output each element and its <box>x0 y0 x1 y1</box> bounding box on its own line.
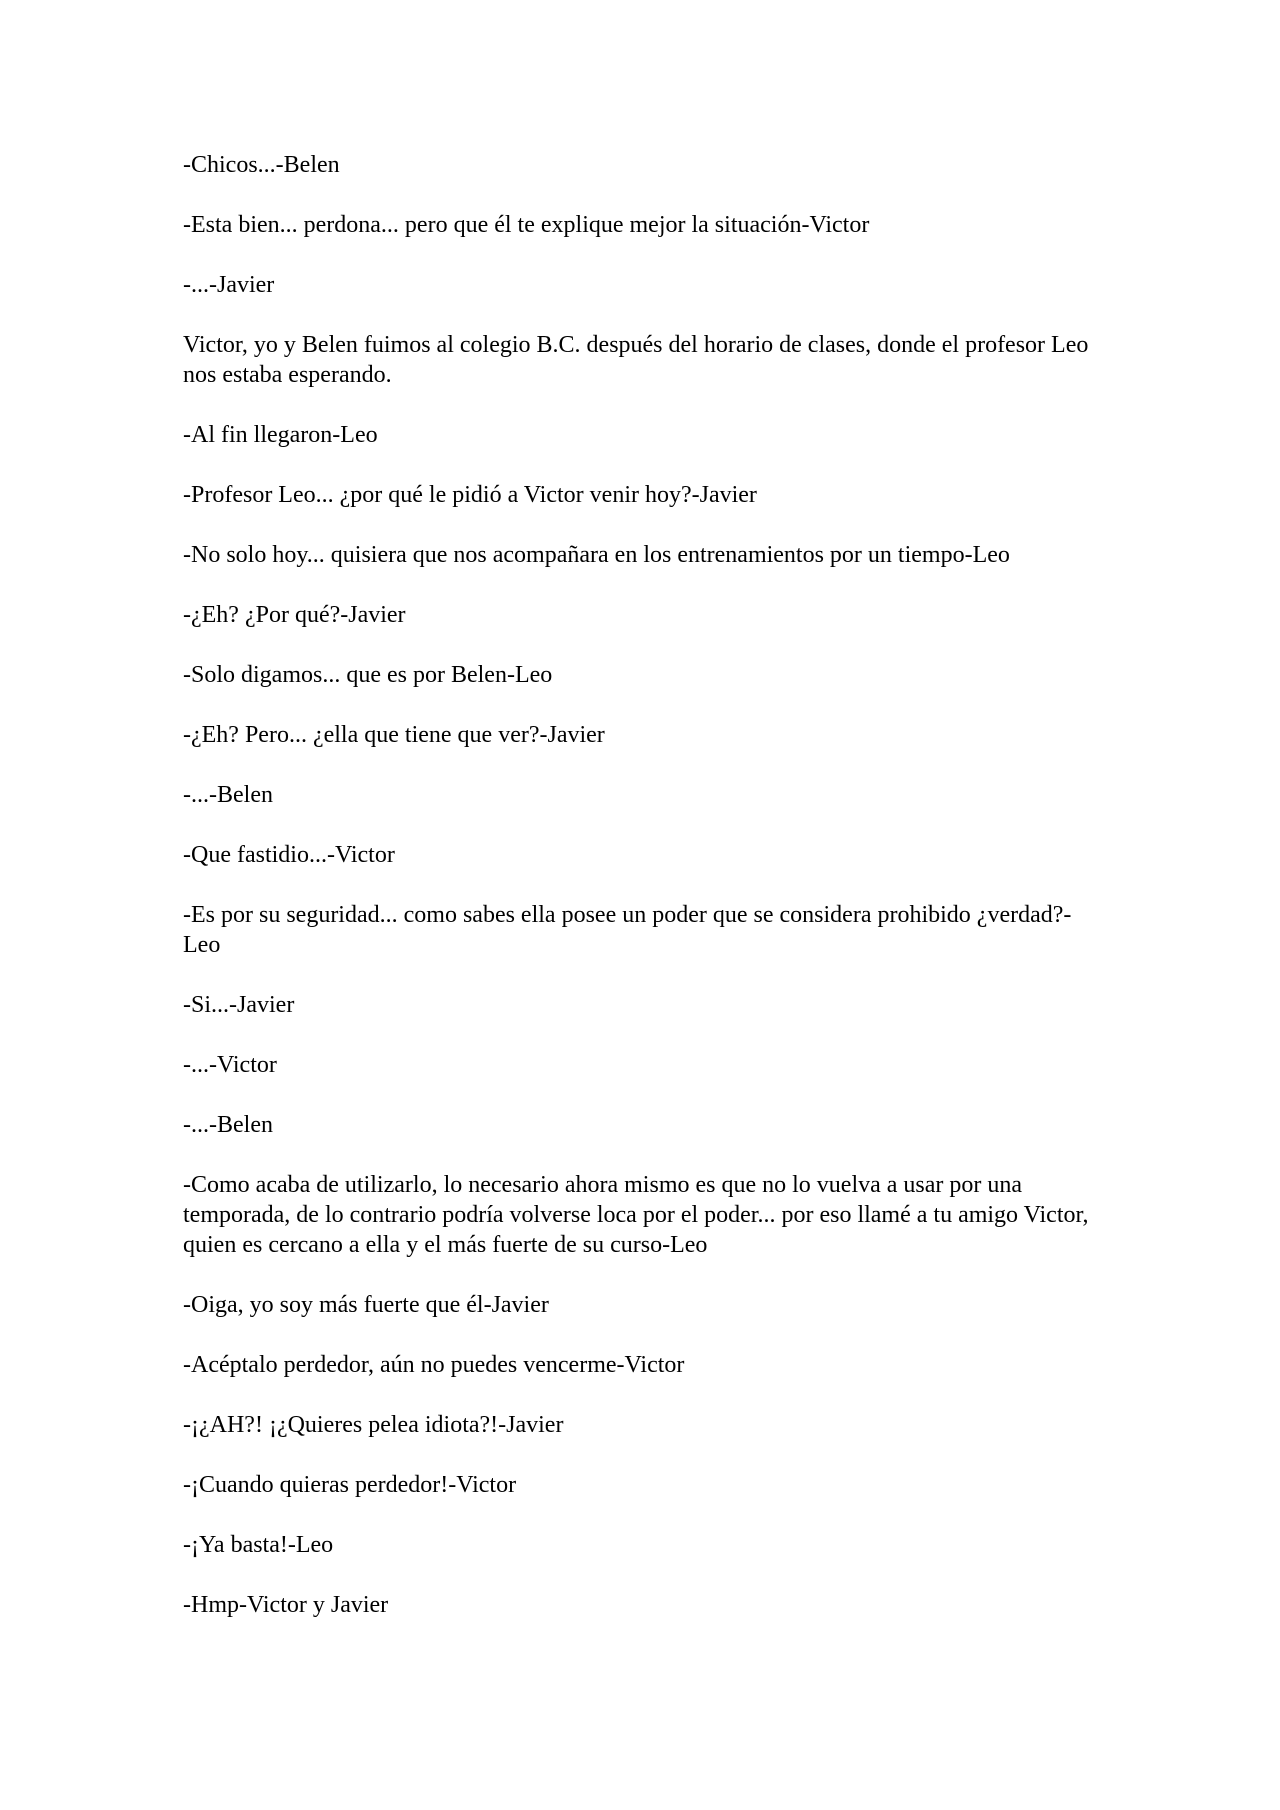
paragraph: -¡¿AH?! ¡¿Quieres pelea idiota?!-Javier <box>183 1412 564 1438</box>
paragraph: -...-Victor <box>183 1052 277 1078</box>
paragraph: -¡Cuando quieras perdedor!-Victor <box>183 1472 517 1498</box>
paragraph: -Como acaba de utilizarlo, lo necesario ahora mismo es que no lo vuelva a usar por una temporada, de lo contrario podría volverse loca por el poder... por eso llamé a tu amigo Victor, quien es cercano a ella y el más fuerte de su curso-Leo <box>183 1172 1089 1258</box>
paragraph: -Acéptalo perdedor, aún no puedes vencerme-Victor <box>183 1352 685 1378</box>
paragraph: -...-Belen <box>183 1112 273 1138</box>
paragraph: Victor, yo y Belen fuimos al colegio B.C. después del horario de clases, donde el profesor Leo nos estaba esperando. <box>183 332 1089 388</box>
paragraph: -Chicos...-Belen <box>183 152 340 178</box>
paragraph: -Esta bien... perdona... pero que él te explique mejor la situación-Victor <box>183 212 870 238</box>
paragraph: -Oiga, yo soy más fuerte que él-Javier <box>183 1292 549 1318</box>
paragraph: -¡Ya basta!-Leo <box>183 1532 334 1558</box>
paragraph: -Al fin llegaron-Leo <box>183 422 378 448</box>
paragraph: -Solo digamos... que es por Belen-Leo <box>183 662 553 688</box>
paragraph: -¿Eh? ¿Por qué?-Javier <box>183 602 406 628</box>
paragraph: -¿Eh? Pero... ¿ella que tiene que ver?-Javier <box>183 722 605 748</box>
paragraph: -No solo hoy... quisiera que nos acompañara en los entrenamientos por un tiempo-Leo <box>183 542 1010 568</box>
paragraph: -Que fastidio...-Victor <box>183 842 395 868</box>
paragraph: -Si...-Javier <box>183 992 295 1018</box>
paragraph: -...-Javier <box>183 272 275 298</box>
paragraph: -Profesor Leo... ¿por qué le pidió a Victor venir hoy?-Javier <box>183 482 757 508</box>
paragraph: -Es por su seguridad... como sabes ella posee un poder que se considera prohibido ¿verdad?-Leo <box>183 902 1072 958</box>
paragraph: -Hmp-Victor y Javier <box>183 1592 389 1618</box>
document-body <box>183 150 1103 1650</box>
paragraph: -...-Belen <box>183 782 273 808</box>
